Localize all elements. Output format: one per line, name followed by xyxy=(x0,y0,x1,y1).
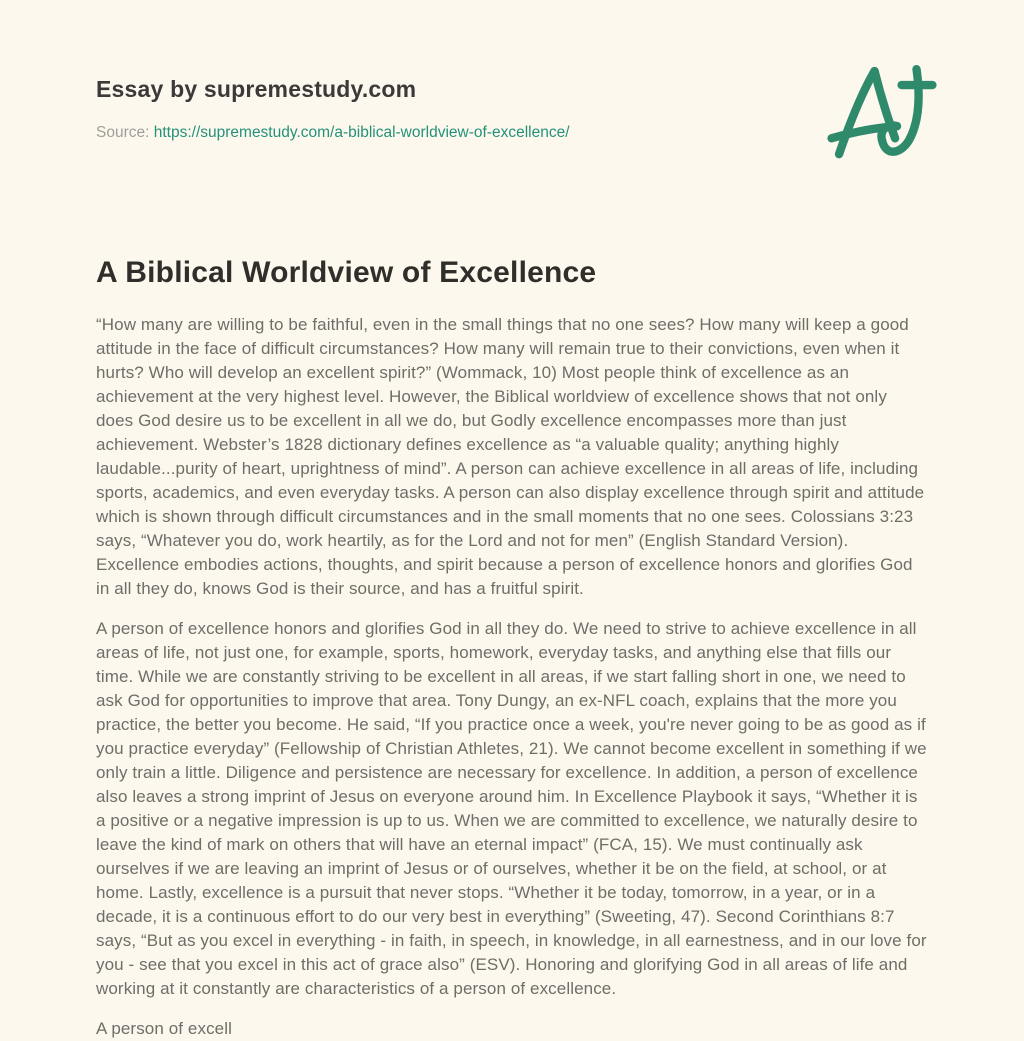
essay-text xyxy=(96,313,928,1041)
source-label: Source: xyxy=(96,124,150,141)
source-link[interactable]: https://supremestudy.com/a-biblical-worldview-of-excellence/ xyxy=(153,124,570,141)
source-line xyxy=(96,124,928,142)
essay-byline: Essay by supremestudy.com xyxy=(96,76,417,102)
essay-paragraph-2: A person of excellence honors and glorifies God in all they do. We need to strive to achieve excellence in all areas of life, not just one, for example, sports, homework, everyday tasks, and anything else that fills our time. While we are constantly striving to be excellent in all areas, if we start falling short in one, we need to ask God for opportunities to improve that area. Tony Dungy, an ex-NFL coach, explains that the more you practice, the better you become. He said, “If you practice once a week, you're never going to be as good as if you practice everyday” (Fellowship of Christian Athletes, 21). We cannot become excellent in something if we only train a little. Diligence and persistence are necessary for excellence. In addition, a person of excellence also leaves a strong imprint of Jesus on everyone around him. In Excellence Playbook it says, “Whether it is a positive or a negative impression is up to us. When we are committed to excellence, we naturally desire to leave the kind of mark on others that will have an eternal impact” (FCA, 15). We must continually ask ourselves if we are leaving an imprint of Jesus or of ourselves, whether it be on the field, at school, or at home. Lastly, excellence is a pursuit that never stops. “Whether it be today, tomorrow, in a year, or in a decade, it is a continuous effort to do our very best in everything” (Sweeting, 47). Second Corinthians 8:7 says, “But as you excel in everything - in faith, in speech, in knowledge, in all earnestness, and in our love for you - see that you excel in this act of grace also” (ESV). Honoring and glorifying God in all areas of life and working at it constantly are characteristics of a person of excellence. xyxy=(96,619,927,998)
essay-paragraph-1: “How many are willing to be faithful, even in the small things that no one sees? How many will keep a good attitude in the face of difficult circumstances? How many will remain true to their convictions, even when it hurts? Who will develop an excellent spirit?” (Wommack, 10) Most people think of excellence as an achievement at the very highest level. However, the Biblical worldview of excellence shows that not only does God desire us to be excellent in all we do, but Godly excellence encompasses more than just achievement. Webster’s 1828 dictionary defines excellence as “a valuable quality; anything highly laudable...purity of heart, uprightness of mind”. A person can achieve excellence in all areas of life, including sports, academics, and even everyday tasks. A person can also display excellence through spirit and attitude which is shown through difficult circumstances and in the small moments that no one sees. Colossians 3:23 says, “Whatever you do, work heartily, as for the Lord and not for men” (English Standard Version). Excellence embodies actions, thoughts, and spirit because a person of excellence honors and glorifies God in all they do, knows God is their source, and has a fruitful spirit. xyxy=(96,315,925,598)
essay-title: A Biblical Worldview of Excellence xyxy=(96,256,597,289)
essay-body xyxy=(96,255,928,1041)
a-plus-logo-icon xyxy=(824,58,940,170)
page-header xyxy=(96,76,928,142)
essay-paragraph-3-truncated: A person of excell xyxy=(96,1019,232,1038)
